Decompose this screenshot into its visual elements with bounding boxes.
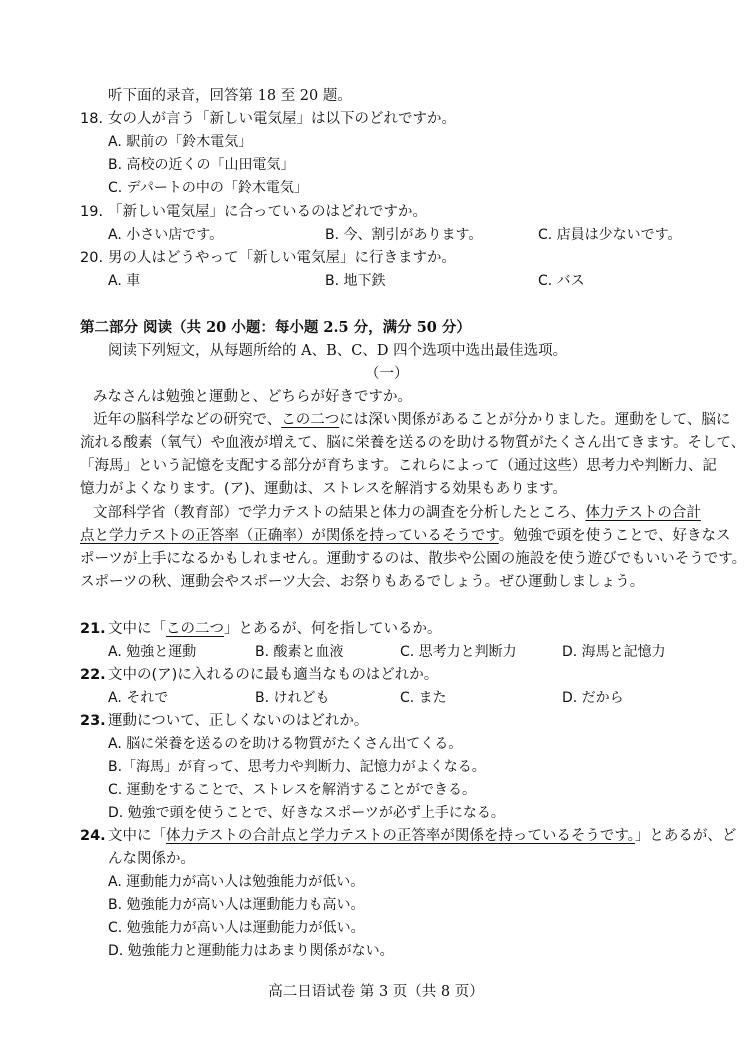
question-21-option-b: B. 酸素と血液 [255, 644, 344, 660]
question-24-text-continued: んな関係か。 [108, 851, 195, 867]
question-24-option-b: B. 勉強能力が高い人は運動能力も高い。 [108, 897, 365, 913]
question-23-option-d: D. 勉強で頭を使うことで、好きなスポーツが必ず上手になる。 [108, 805, 505, 821]
question-18-option-c: C. デパートの中の「鈴木電気」 [108, 180, 308, 196]
underlined-phrase: この二つ [166, 621, 224, 637]
reading-section-header: 第二部分 阅读（共 20 小题：每小题 2.5 分，满分 50 分） [80, 319, 471, 336]
question-18-option-a: A. 駅前の「鈴木電気」 [108, 134, 253, 150]
listening-instruction: 听下面的录音，回答第 18 至 20 题。 [108, 88, 352, 104]
question-23-number: 23. [80, 713, 106, 729]
question-20-option-a: A. 車 [108, 273, 141, 289]
underlined-phrase: 体力テストの合計点と学力テストの正答率が関係を持っているそうです。 [166, 828, 635, 844]
passage-paragraph-3-line-3: ポーツが上手になるかもしれません。運動するのは、散歩や公園の施設を使う遊びでもいいそうです。 [80, 551, 747, 567]
question-21-option-c: C. 思考力と判断力 [400, 644, 517, 660]
question-20-option-c: C. バス [538, 273, 585, 289]
question-24-option-c: C. 勉強能力が高い人は運動能力が低い。 [108, 920, 365, 936]
question-19-option-b: B. 今、割引があります。 [325, 227, 483, 243]
passage-paragraph-2-line-2: 流れる酸素（氧气）や血液が増えて、脳に栄養を送るのを助ける物質がたくさん出てきます。そして、 [80, 435, 746, 451]
question-24-text [108, 826, 736, 846]
question-20-option-b: B. 地下鉄 [325, 273, 386, 289]
passage-text: 近年の脳科学などの研究で、 [93, 412, 282, 428]
question-text: 」とあるが、何を指しているか。 [224, 621, 442, 637]
passage-section-mark: （一） [365, 366, 409, 382]
question-24-option-d: D. 勉強能力と運動能力はあまり関係がない。 [108, 943, 394, 959]
question-23-text: 運動について、正しくないのはどれか。 [108, 713, 369, 729]
question-22-text: 文中の(ア)に入れるのに最も適当なものはどれか。 [108, 667, 439, 683]
question-20-text: 男の人はどうやって「新しい電気屋」に行きますか。 [108, 250, 456, 266]
underlined-phrase: 体力テストの合計 [585, 505, 701, 521]
question-19-option-a: A. 小さい店です。 [108, 227, 224, 243]
question-text: 」とあるが、ど [634, 828, 737, 844]
passage-text: には深い関係があることが分かりました。運動をして、脳に [339, 412, 731, 428]
underlined-phrase: 点と学力テストの正答率（正确率）が関係を持っているそうです [80, 528, 499, 544]
passage-paragraph-2-line-3: 「海馬」という記憶を支配する部分が育ちます。これらによって（通过这些）思考力や判断力、記 [80, 458, 717, 474]
underlined-phrase: この二つ [281, 412, 340, 428]
page-footer: 高二日语试卷 第 3 页（共 8 页） [268, 984, 484, 1000]
question-22-option-b: B. けれども [255, 690, 330, 706]
question-18-number: 18. [80, 111, 104, 127]
question-text: 文中に「 [108, 621, 166, 637]
question-22-option-a: A. それで [108, 690, 169, 706]
question-19-option-c: C. 店員は少ないです。 [538, 227, 682, 243]
question-21-text [108, 619, 442, 639]
passage-text: 。勉強で頭を使うことで、好きなス [498, 528, 731, 544]
question-24-option-a: A. 運動能力が高い人は勉強能力が低い。 [108, 874, 365, 890]
question-19-text: 「新しい電気屋」に合っているのはどれですか。 [108, 204, 427, 220]
question-22-option-d: D. だから [562, 690, 624, 706]
reading-instruction: 阅读下列短文，从每题所给的 A、B、C、D 四个选项中选出最佳选项。 [108, 343, 568, 359]
passage-paragraph-1: みなさんは勉強と運動と、どちらが好きですか。 [93, 389, 412, 405]
question-text: 文中に「 [108, 828, 166, 844]
question-23-option-a: A. 脳に栄養を送るのを助ける物質がたくさん出てくる。 [108, 736, 463, 752]
question-19-number: 19. [80, 204, 104, 220]
question-21-number: 21. [80, 621, 106, 637]
question-18-text: 女の人が言う「新しい電気屋」は以下のどれですか。 [108, 111, 456, 127]
passage-paragraph-2-line-4: 憶力がよくなります。(ア)、運動は、ストレスを解消する効果もあります。 [80, 481, 568, 497]
question-18-option-b: B. 高校の近くの「山田電気」 [108, 157, 295, 173]
question-21-option-d: D. 海馬と記憶力 [562, 644, 666, 660]
question-22-number: 22. [80, 667, 106, 683]
question-23-option-c: C. 運動をすることで、ストレスを解消することができる。 [108, 782, 476, 798]
question-21-option-a: A. 勉強と運動 [108, 644, 197, 660]
question-22-option-c: C. また [400, 690, 447, 706]
passage-paragraph-3-line-4: スポーツの秋、運動会やスポーツ大会、お祭りもあるでしょう。ぜひ運動しましょう。 [80, 574, 645, 590]
question-24-number: 24. [80, 828, 106, 844]
passage-paragraph-3-line-2 [80, 526, 730, 546]
question-20-number: 20. [80, 250, 104, 266]
passage-paragraph-2-line-1 [93, 410, 730, 430]
passage-text: 文部科学省（教育部）で学力テストの結果と体力の調査を分析したところ、 [93, 505, 586, 521]
passage-paragraph-3-line-1 [93, 503, 701, 523]
question-23-option-b: B.「海馬」が育って、思考力や判断力、記憶力がよくなる。 [108, 759, 486, 775]
